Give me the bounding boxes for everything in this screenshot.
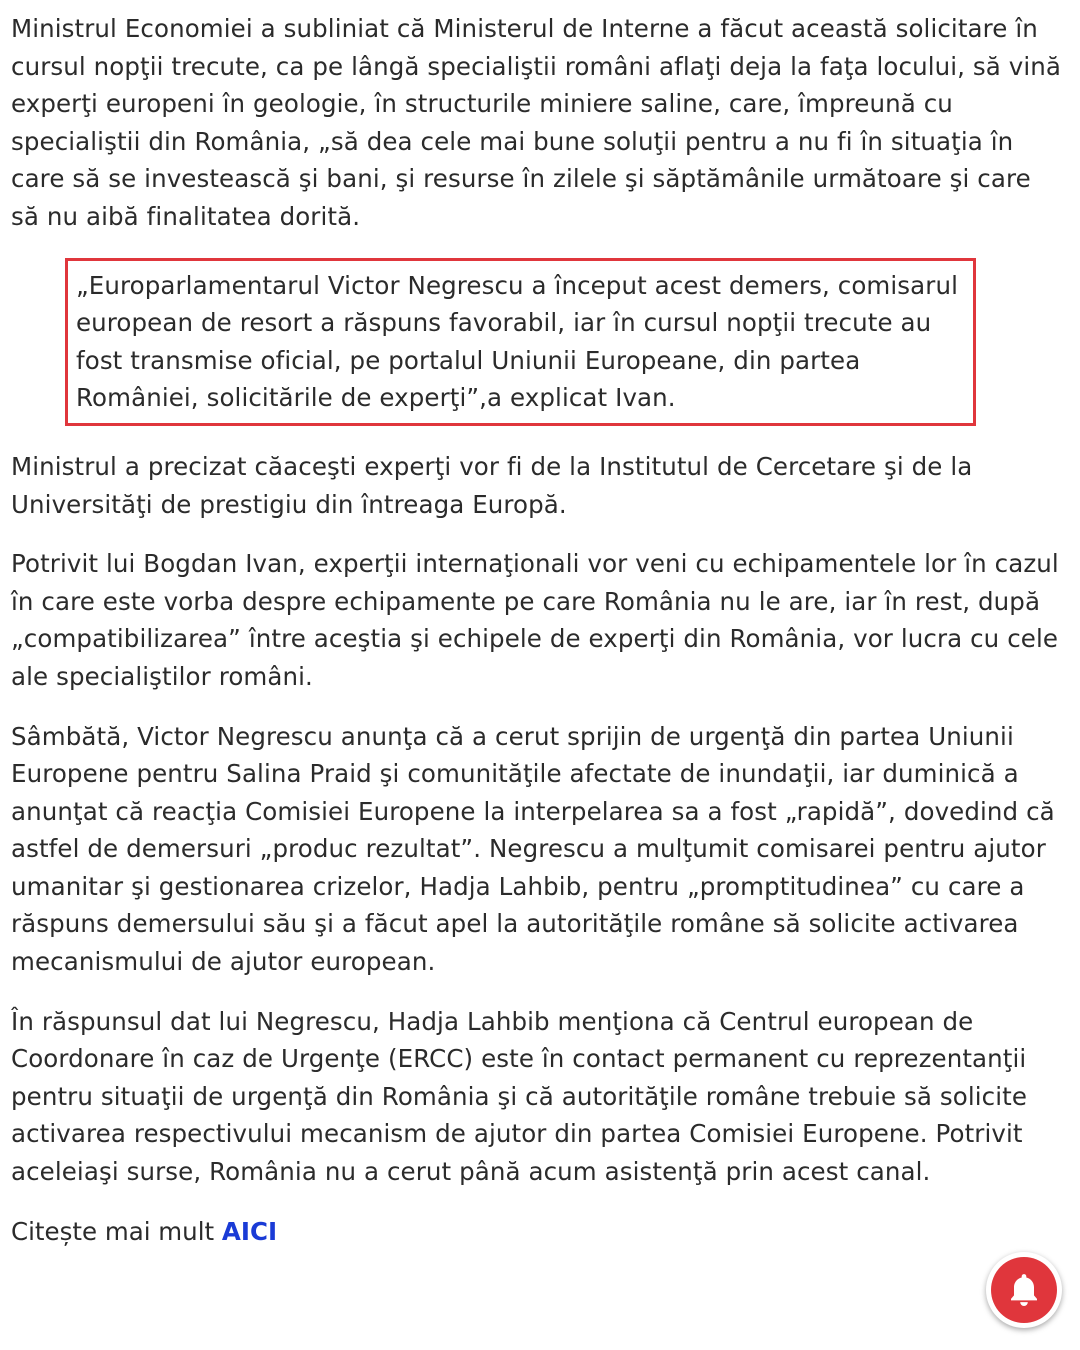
read-more-line <box>11 1213 1066 1251</box>
bell-icon <box>1004 1270 1044 1310</box>
article-paragraph: Potrivit lui Bogdan Ivan, experţii internaţionali vor veni cu echipamentele lor în cazul în care este vorba despre echipamente pe care România nu le are, iar în rest, după „compatibilizarea” între aceştia şi echipele de experţi din România, vor lucra cu cele ale specialiştilor români. <box>11 549 1059 691</box>
notification-button[interactable] <box>986 1252 1062 1328</box>
notification-button-inner <box>991 1257 1057 1323</box>
read-more-link[interactable]: AICI <box>221 1216 278 1246</box>
read-more-prefix: Citește mai mult <box>11 1216 222 1246</box>
article-paragraph: Sâmbătă, Victor Negrescu anunţa că a cerut sprijin de urgenţă din partea Uniunii Europene pentru Salina Praid şi comunităţile afectate de inundaţii, iar duminică a anunţat că reacţia Comisiei Europene la interpelarea sa a fost „rapidă”, dovedind că astfel de demersuri „produc rezultat”. Negrescu a mulţumit comisarei pentru ajutor umanitar şi gestionarea crizelor, Hadja Lahbib, pentru „promptitudinea” cu care a răspuns demersului său şi a făcut apel la autorităţile române să solicite activarea mecanismului de ajutor european. <box>11 721 1055 977</box>
article-body <box>11 10 1066 1250</box>
article-paragraph: În răspunsul dat lui Negrescu, Hadja Lahbib menţiona că Centrul european de Coordonare în caz de Urgenţe (ERCC) este în contact permanent cu reprezentanţii pentru situaţii de urgenţă din România şi că autorităţile române trebuie să solicite activarea respectivului mecanism de ajutor din partea Comisiei Europene. Potrivit aceleiaşi surse, România nu a cerut până acum asistenţă prin acest canal. <box>11 1006 1028 1187</box>
highlighted-quote: „Europarlamentarul Victor Negrescu a început acest demers, comisarul european de resort a răspuns favorabil, iar în cursul nopţii trecute au fost transmise oficial, pe portalul Uniunii Europeane, din partea României, solicitările de experţi”,a explicat Ivan. <box>65 258 976 426</box>
article-paragraph: Ministrul Economiei a subliniat că Ministerul de Interne a făcut această solicitare în cursul nopţii trecute, ca pe lângă specialiştii români aflaţi deja la faţa locului, să vină experţi europeni în geologie, în structurile miniere saline, care, împreună cu specialiştii din România, „să dea cele mai bune soluţii pentru a nu fi în situaţia în care să se investească şi bani, şi resurse în zilele şi săptămânile următoare şi care să nu aibă finalitatea dorită. <box>11 14 1062 231</box>
article-paragraph: Ministrul a precizat căaceşti experţi vor fi de la Institutul de Cercetare şi de la Universităţi de prestigiu din întreaga Europă. <box>11 451 973 519</box>
